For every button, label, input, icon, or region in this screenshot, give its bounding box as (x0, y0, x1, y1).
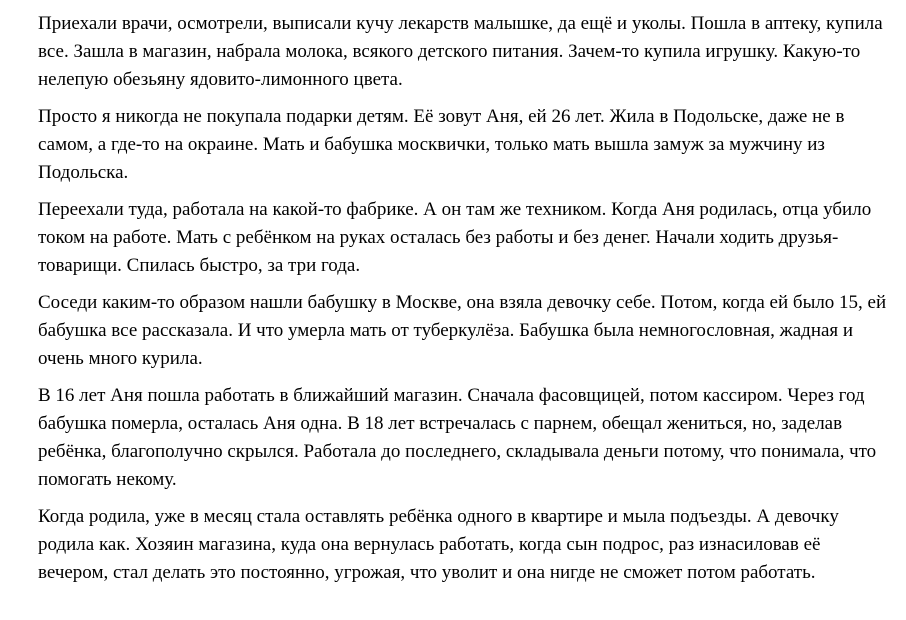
paragraph-4: Соседи каким-то образом нашли бабушку в Москве, она взяла девочку себе. Потом, когда ей было 15, ей бабушка все рассказала. И что умерла мать от туберкулёза. Бабушка была немногословная, жадная и очень много курила. (38, 292, 887, 369)
paragraph-2: Просто я никогда не покупала подарки детям. Её зовут Аня, ей 26 лет. Жила в Подольске, даже не в самом, а где-то на окраине. Мать и бабушка москвички, только мать вышла замуж за мужчину из Подольска. (38, 106, 845, 183)
paragraph-6: Когда родила, уже в месяц стала оставлять ребёнка одного в квартире и мыла подъезды. А девочку родила как. Хозяин магазина, куда она вернулась работать, когда сын подрос, раз изнасиловав её вечером, стал делать это постоянно, угрожая, что уволит и она нигде не сможет потом работать. (38, 506, 839, 583)
paragraph-1: Приехали врачи, осмотрели, выписали кучу лекарств малышке, да ещё и уколы. Пошла в аптеку, купила все. Зашла в магазин, набрала молока, всякого детского питания. Зачем-то купила игрушку. Какую-то нелепую обезьяну ядовито-лимонного цвета. (38, 13, 883, 90)
paragraph-3: Переехали туда, работала на какой-то фабрике. А он там же техником. Когда Аня родилась, отца убило током на работе. Мать с ребёнком на руках осталась без работы и без денег. Начали ходить друзья-товарищи. Спилась быстро, за три года. (38, 199, 872, 276)
paragraph-5: В 16 лет Аня пошла работать в ближайший магазин. Сначала фасовщицей, потом кассиром. Через год бабушка померла, осталась Аня одна. В 18 лет встречалась с парнем, обещал жениться, но, заделав ребёнка, благополучно скрылся. Работала до последнего, складывала деньги потому, что понимала, что помогать некому. (38, 385, 877, 490)
